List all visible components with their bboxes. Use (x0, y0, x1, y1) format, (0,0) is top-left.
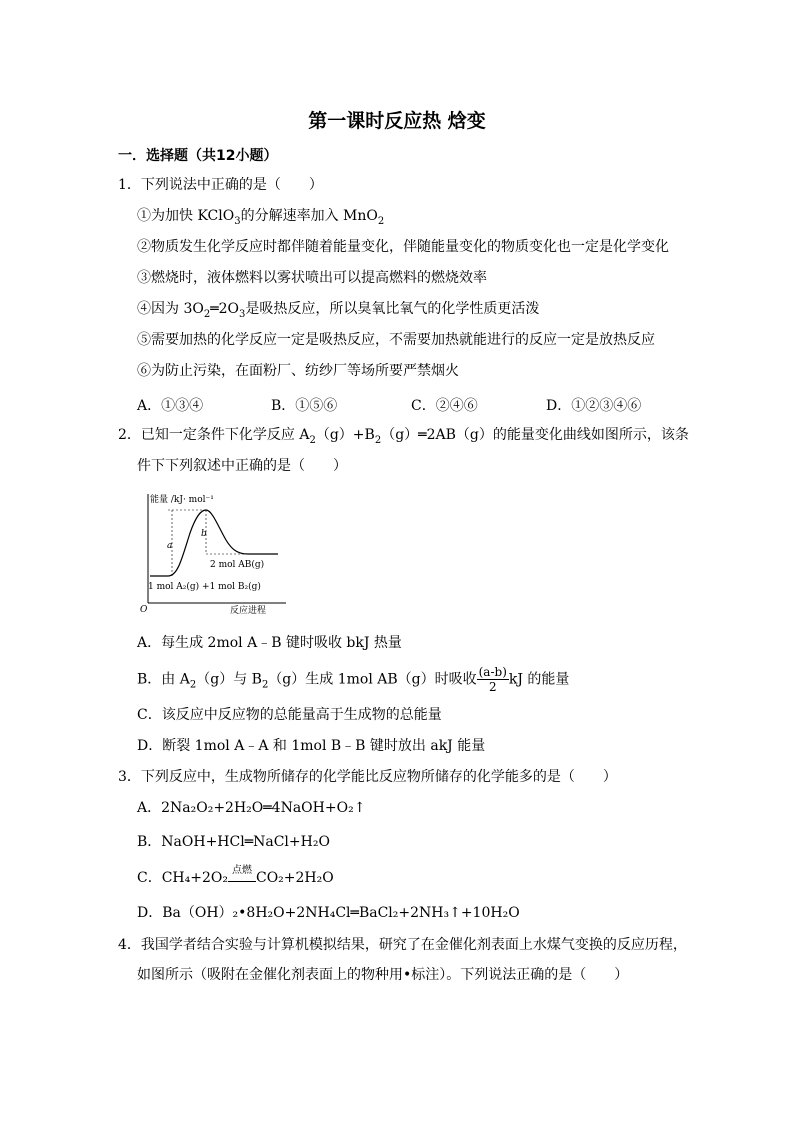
q4-stem-line2: 如图所示（吸附在金催化剂表面上的物种用•标注）。下列说法正确的是（ ） (137, 967, 629, 983)
q3-stem: 3．下列反应中，生成物所储存的化学能比反应物所储存的化学能多的是（ ） (118, 769, 617, 785)
q4-stem-line1: 4．我国学者结合实验与计算机模拟结果，研究了在金催化剂表面上水煤气变换的反应历程， (118, 937, 687, 953)
q1-item-3: ③燃烧时，液体燃料以雾状喷出可以提高燃料的燃烧效率 (137, 270, 487, 286)
label-a: a (167, 541, 173, 551)
y-axis-label: 能量 /kJ· mol⁻¹ (150, 495, 214, 505)
q2-option-a[interactable]: A．每生成 2mol A﹣B 键时吸收 bkJ 热量 (137, 635, 402, 651)
q2-option-b[interactable]: B．由 $A_2(g)$与 $B_2(g)$生成 1mol AB（g）时吸收 $\frac{(a-b)}{2}$ kJ 的能量 (137, 665, 570, 694)
q2-stem-line2: 件下下列叙述中正确的是（ ） (137, 458, 347, 474)
q1-option-c[interactable]: C．②④⑥ (411, 398, 478, 414)
q1-option-a[interactable]: A．①③④ (137, 398, 204, 414)
page-title: 第一课时反应热 焓变 (308, 110, 486, 132)
q1-stem: 1．下列说法中正确的是（ ） (118, 177, 323, 193)
q3-option-b[interactable]: B．NaOH+HCl═NaCl+H₂O (137, 834, 330, 850)
q3-option-d[interactable]: D．Ba（OH）₂•8H₂O+2NH₄Cl═BaCl₂+2NH₃↑+10H₂O (137, 905, 520, 921)
origin-label: O (140, 605, 148, 615)
q1-item-2: ②物质发生化学反应时都伴随着能量变化，伴随能量变化的物质变化也一定是化学变化 (137, 239, 669, 255)
reaction-condition: 点燃 (228, 872, 256, 882)
q1-item-5: ⑤需要加热的化学反应一定是吸热反应，不需要加热就能进行的反应一定是放热反应 (137, 332, 655, 348)
q2-stem: 2．已知一定条件下化学反应 $A_2(g)+B_2(g)═2AB(g)$的能量变化曲线如图所示，该条 (118, 427, 689, 446)
reactant-label: 1 mol A₂(g) +1 mol B₂(g) (148, 582, 261, 592)
q3-option-c[interactable]: C．CH₄+2O₂ 点燃 CO₂+2H₂O (137, 865, 334, 886)
fraction: $\frac{(a-b)}{2}$ (478, 665, 507, 694)
q2-option-c[interactable]: C．该反应中反应物的总能量高于生成物的总能量 (137, 707, 442, 723)
product-label: 2 mol AB(g) (210, 560, 265, 570)
q2-option-d[interactable]: D．断裂 1mol A﹣A 和 1mol B﹣B 键时放出 akJ 能量 (137, 738, 486, 754)
q1-item-1: ①为加快 KClO$_3$的分解速率加入 MnO$_2$ (137, 208, 385, 227)
q3-option-a[interactable]: A．2Na₂O₂+2H₂O═4NaOH+O₂↑ (137, 800, 366, 816)
x-axis-label: 反应进程 (230, 606, 267, 616)
q1-option-b[interactable]: B．①⑤⑥ (271, 398, 338, 414)
energy-diagram (138, 488, 288, 618)
section-heading: 一．选择题（共12小题） (118, 148, 278, 164)
q1-option-d[interactable]: D．①②③④⑥ (546, 398, 642, 414)
q1-item-4: ④因为 $3O_2═2O_3$是吸热反应，所以臭氧比氧气的化学性质更活泼 (137, 301, 540, 320)
label-b: b (201, 529, 207, 539)
q1-item-6: ⑥为防止污染，在面粉厂、纺纱厂等场所要严禁烟火 (137, 363, 459, 379)
